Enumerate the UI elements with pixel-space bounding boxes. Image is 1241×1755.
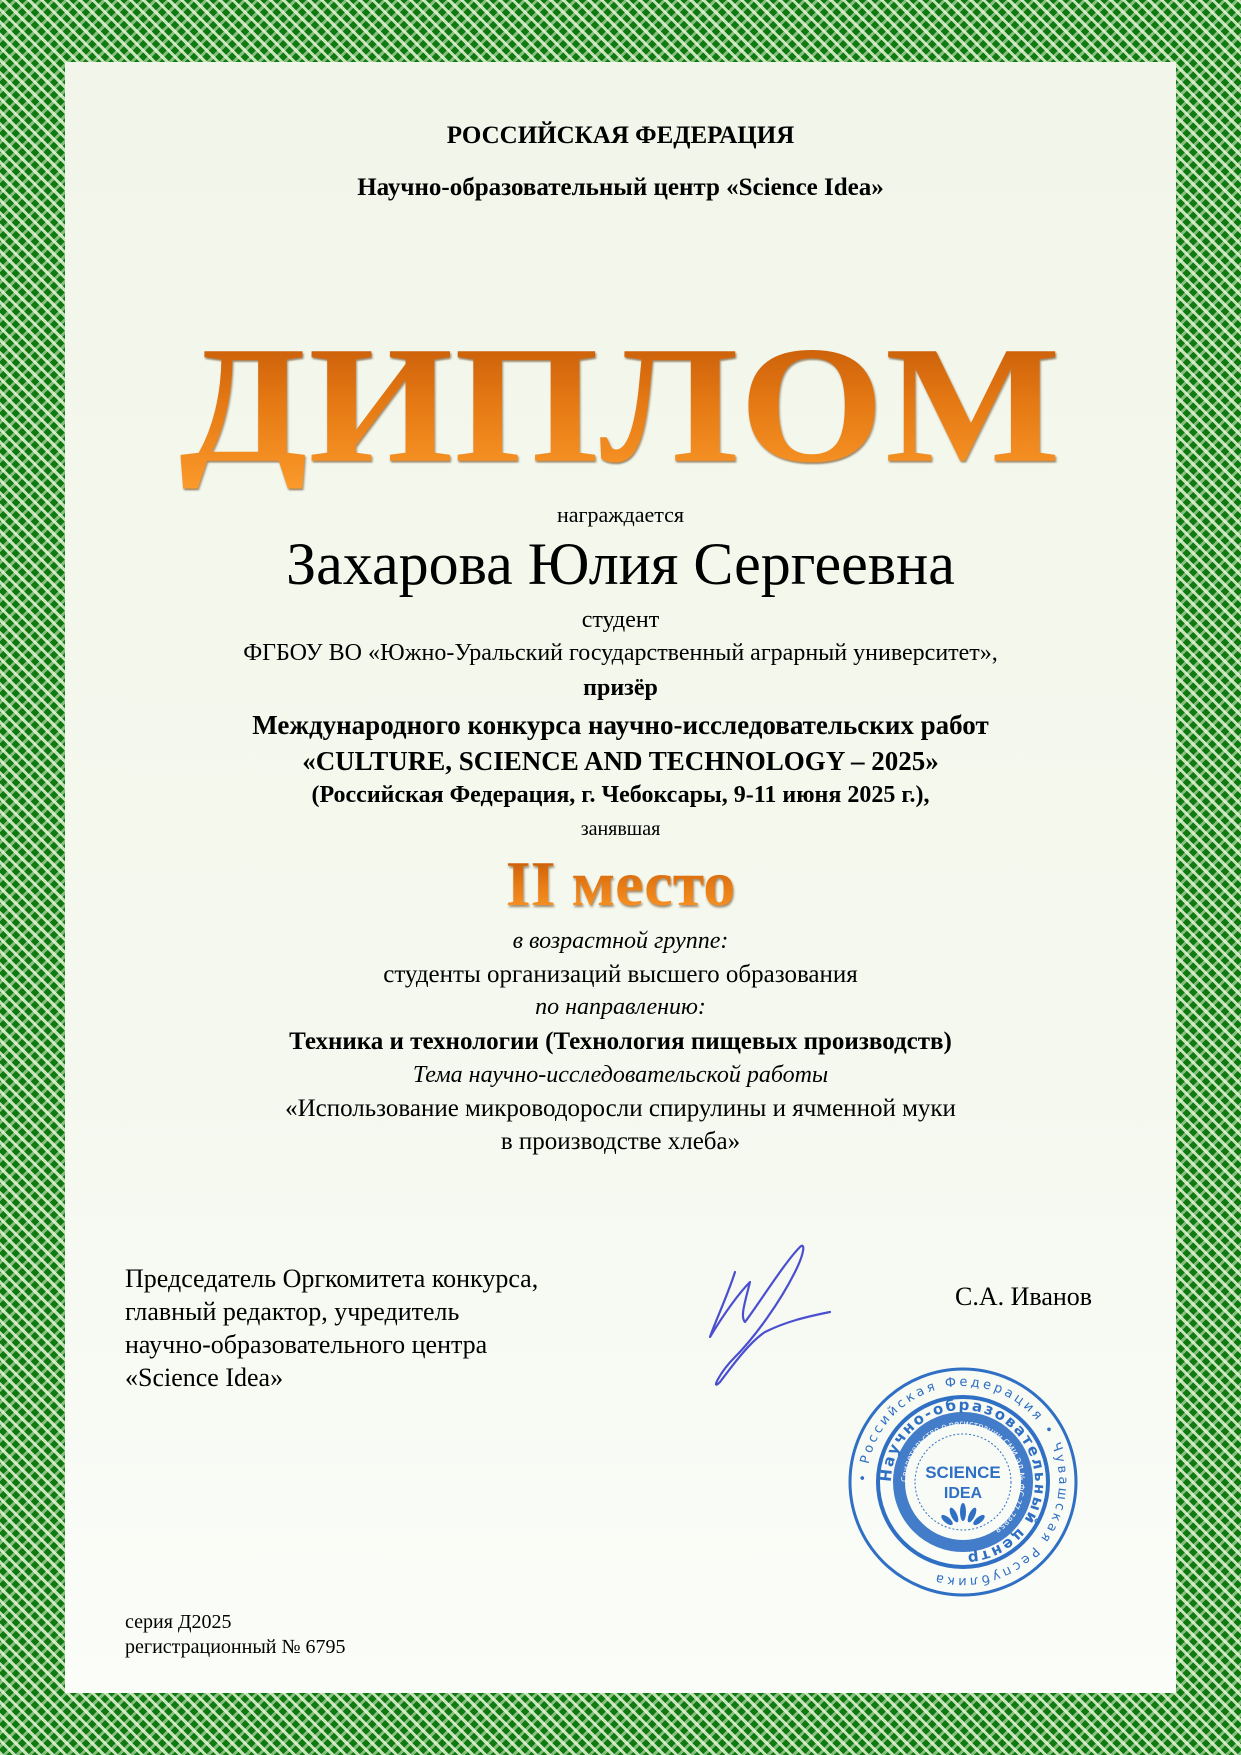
contest-line1: Международного конкурса научно-исследовательских работ [252, 710, 989, 740]
topic-line1: «Использование микроводоросли спирулины и ячменной муки [285, 1095, 956, 1122]
document-series [125, 1610, 346, 1660]
position-line: «Science Idea» [125, 1363, 284, 1392]
series-number: серия Д2025 [125, 1611, 232, 1633]
country-heading: РОССИЙСКАЯ ФЕДЕРАЦИЯ [446, 122, 795, 149]
direction: Техника и технологии (Технология пищевых производств) [289, 1028, 952, 1055]
svg-text:IDEA: IDEA [943, 1485, 983, 1502]
svg-text:SCIENCE: SCIENCE [925, 1463, 1001, 1482]
role: призёр [583, 675, 658, 701]
diploma-panel [65, 62, 1176, 1693]
organization-heading: Научно-образовательный центр «Science Idea» [357, 174, 884, 201]
svg-text:Свидетельство о регистрации СМ: Свидетельство о регистрации СМИ ЭЛ № ФС 77-78858 [899, 1418, 1027, 1535]
signatory-name: С.А. Иванов [955, 1282, 1093, 1311]
diploma-title: ДИПЛОМ [65, 321, 1176, 488]
position-line: главный редактор, учредитель [125, 1297, 460, 1326]
svg-text:• Российская Федерация • Чуваш: • Российская Федерация • Чувашская Республика [855, 1374, 1071, 1590]
institution: ФГБОУ ВО «Южно-Уральский государственный аграрный университет», [243, 640, 998, 666]
age-group: студенты организаций высшего образования [383, 961, 858, 988]
signature-icon [705, 1242, 835, 1397]
position-line: Председатель Оргкомитета конкурса, [125, 1264, 539, 1293]
svg-text:Научно-образовательный центр: Научно-образовательный центр [876, 1395, 1050, 1569]
topic-line2: в производстве хлеба» [500, 1128, 741, 1155]
registration-number: регистрационный № 6795 [125, 1636, 346, 1658]
awarded-label: награждается [556, 502, 684, 527]
contest-place-date: (Российская Федерация, г. Чебоксары, 9-11 июня 2025 г.), [311, 782, 930, 808]
signatory-position [125, 1262, 538, 1394]
age-group-label: в возрастной группе: [512, 928, 729, 954]
recipient-status: студент [581, 607, 660, 633]
took-label: занявшая [580, 818, 661, 840]
stamp-icon [843, 1362, 1083, 1607]
position-line: научно-образовательного центра [125, 1330, 488, 1359]
topic-label: Тема научно-исследовательской работы [412, 1062, 829, 1088]
recipient-name: Захарова Юлия Сергеевна [286, 531, 955, 597]
place-title: II место [65, 852, 1176, 916]
contest-line2: «CULTURE, SCIENCE AND TECHNOLOGY – 2025» [302, 746, 939, 776]
direction-label: по направлению: [535, 994, 706, 1020]
